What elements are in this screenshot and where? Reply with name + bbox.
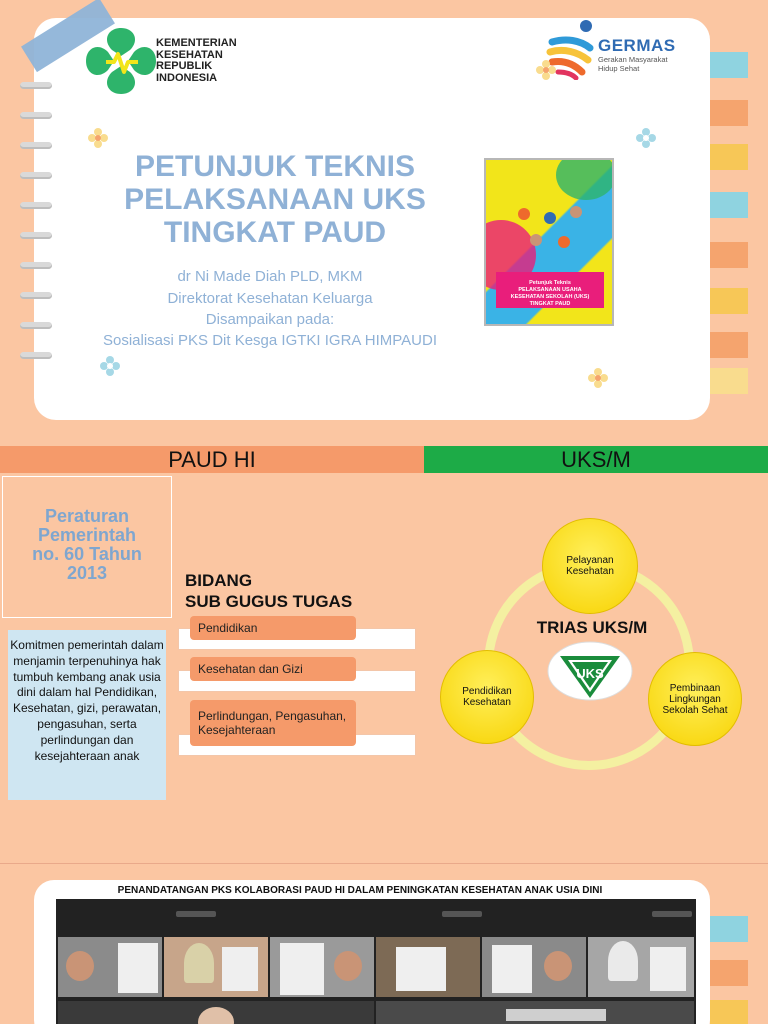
participant-face xyxy=(544,951,572,981)
directorate: Direktorat Kesehatan Keluarga xyxy=(167,290,373,307)
peraturan-line: 2013 xyxy=(66,563,108,583)
cover-title-line: TINGKAT PAUD xyxy=(163,216,387,249)
participant-hijab xyxy=(608,941,638,981)
index-tab xyxy=(710,100,748,126)
germas-tagline xyxy=(598,56,668,73)
kemenkes-line: KEMENTERIAN xyxy=(156,37,237,49)
participant-face xyxy=(198,1007,234,1024)
flower-icon xyxy=(536,60,556,80)
kemenkes-logo xyxy=(84,26,158,96)
participant-name-chip xyxy=(442,911,482,917)
bidang-heading xyxy=(185,570,352,612)
document-sheet xyxy=(506,1009,606,1021)
node-pembinaan-lingkungan: Pembinaan Lingkungan Sekolah Sehat xyxy=(648,652,742,746)
video-tile xyxy=(164,937,268,997)
cover-title-band xyxy=(496,272,604,308)
book-title-line: TINGKAT PAUD xyxy=(529,301,571,307)
kid-figure xyxy=(544,212,556,224)
index-tab xyxy=(710,52,748,78)
peraturan-line: Pemerintah xyxy=(37,525,137,545)
index-tab xyxy=(710,144,748,170)
flower-icon xyxy=(88,128,108,148)
bidang-line: SUB GUGUS TUGAS xyxy=(185,592,353,611)
binder-ring xyxy=(20,352,52,359)
item-kesehatan-gizi: Kesehatan dan Gizi xyxy=(190,657,356,681)
binder-ring xyxy=(20,262,52,269)
kid-figure xyxy=(518,208,530,220)
presenter-name: dr Ni Made Diah PLD, MKM xyxy=(177,268,363,285)
binder-ring xyxy=(20,112,52,119)
index-tab xyxy=(710,916,748,942)
binder-ring xyxy=(20,292,52,299)
video-tile xyxy=(588,937,694,997)
binder-ring xyxy=(20,142,52,149)
document-sheet xyxy=(492,945,532,993)
slide-pks-signing xyxy=(0,864,768,1024)
binder-ring xyxy=(20,82,52,89)
index-tab xyxy=(710,1000,748,1024)
paud-hi-header: PAUD HI xyxy=(0,446,424,473)
bidang-line: BIDANG xyxy=(185,571,253,590)
event-name: Sosialisasi PKS Dit Kesga IGTKI IGRA HIMPAUDI xyxy=(103,332,437,349)
peraturan-line: no. 60 Tahun xyxy=(32,544,142,564)
flower-icon xyxy=(588,368,608,388)
document-sheet xyxy=(280,943,324,995)
kid-figure xyxy=(530,234,542,246)
item-pendidikan: Pendidikan xyxy=(190,616,356,640)
video-tile xyxy=(58,937,162,997)
cover-blob xyxy=(556,158,614,200)
zoom-gallery xyxy=(56,899,696,1024)
video-tile xyxy=(270,937,374,997)
index-tab xyxy=(710,332,748,358)
book-title-line: PELAKSANAAN USAHA xyxy=(518,287,582,293)
guidebook-cover xyxy=(484,158,614,326)
cover-title-line: PELAKSANAAN UKS xyxy=(124,183,426,216)
participant-name-chip xyxy=(652,911,692,917)
index-tab xyxy=(710,368,748,394)
cover-title-line: PETUNJUK TEKNIS xyxy=(134,150,416,183)
cover-title xyxy=(70,150,480,249)
germas-wordmark: GERMAS xyxy=(598,36,676,55)
binder-ring xyxy=(20,172,52,179)
video-tile xyxy=(482,937,586,997)
index-tab xyxy=(710,288,748,314)
document-sheet xyxy=(650,947,686,991)
slide-paud-uks xyxy=(0,432,768,864)
participant-face xyxy=(66,951,94,981)
document-sheet xyxy=(396,947,446,991)
flower-icon xyxy=(100,356,120,376)
slide-cover xyxy=(0,0,768,432)
kid-figure xyxy=(570,206,582,218)
index-tab xyxy=(710,192,748,218)
kid-figure xyxy=(558,236,570,248)
video-tile xyxy=(376,937,480,997)
node-pelayanan-kesehatan: Pelayanan Kesehatan xyxy=(542,518,638,614)
binder-ring xyxy=(20,202,52,209)
participant-face xyxy=(334,951,362,981)
book-title-line: KESEHATAN SEKOLAH (UKS) xyxy=(510,294,590,300)
uks-logo-text: UKS xyxy=(576,666,604,681)
flower-icon xyxy=(636,128,656,148)
index-tab xyxy=(710,960,748,986)
delivered-label: Disampaikan pada: xyxy=(205,311,335,328)
trias-label: TRIAS UKS/M xyxy=(536,618,648,637)
node-pendidikan-kesehatan: Pendidikan Kesehatan xyxy=(440,650,534,744)
peraturan-line: Peraturan xyxy=(44,506,130,526)
uks-header: UKS/M xyxy=(424,446,768,473)
kemenkes-line: REPUBLIK xyxy=(156,60,213,72)
uks-logo xyxy=(546,640,634,702)
binder-ring xyxy=(20,232,52,239)
document-sheet xyxy=(222,947,258,991)
video-tile xyxy=(376,1001,694,1024)
kemenkes-wordmark xyxy=(156,38,237,84)
video-tile xyxy=(58,1001,374,1024)
book-title-line: Petunjuk Teknis xyxy=(529,280,571,286)
kemenkes-line: INDONESIA xyxy=(156,71,218,84)
binder-ring xyxy=(20,322,52,329)
kemenkes-line: KESEHATAN xyxy=(156,48,223,61)
germas-tagline-line: Hidup Sehat xyxy=(598,63,640,73)
peraturan-box xyxy=(2,476,172,618)
signing-title: PENANDATANGAN PKS KOLABORASI PAUD HI DALAM PENINGKATAN KESEHATAN ANAK USIA DINI xyxy=(117,885,603,896)
komitmen-box: Komitmen pemerintah dalam menjamin terpenuhinya hak tumbuh kembang anak usia dini dalam hal Pendidikan, Kesehatan, gizi, perawatan, pengasuhan, serta perlindungan dan kesejahteraan anak xyxy=(8,630,166,800)
index-tab xyxy=(710,242,748,268)
germas-tagline-line: Gerakan Masyarakat xyxy=(598,55,668,64)
participant-name-chip xyxy=(176,911,216,917)
item-perlindungan: Perlindungan, Pengasuhan, Kesejahteraan xyxy=(190,700,356,746)
participant-hijab xyxy=(184,943,214,983)
document-sheet xyxy=(118,943,158,993)
